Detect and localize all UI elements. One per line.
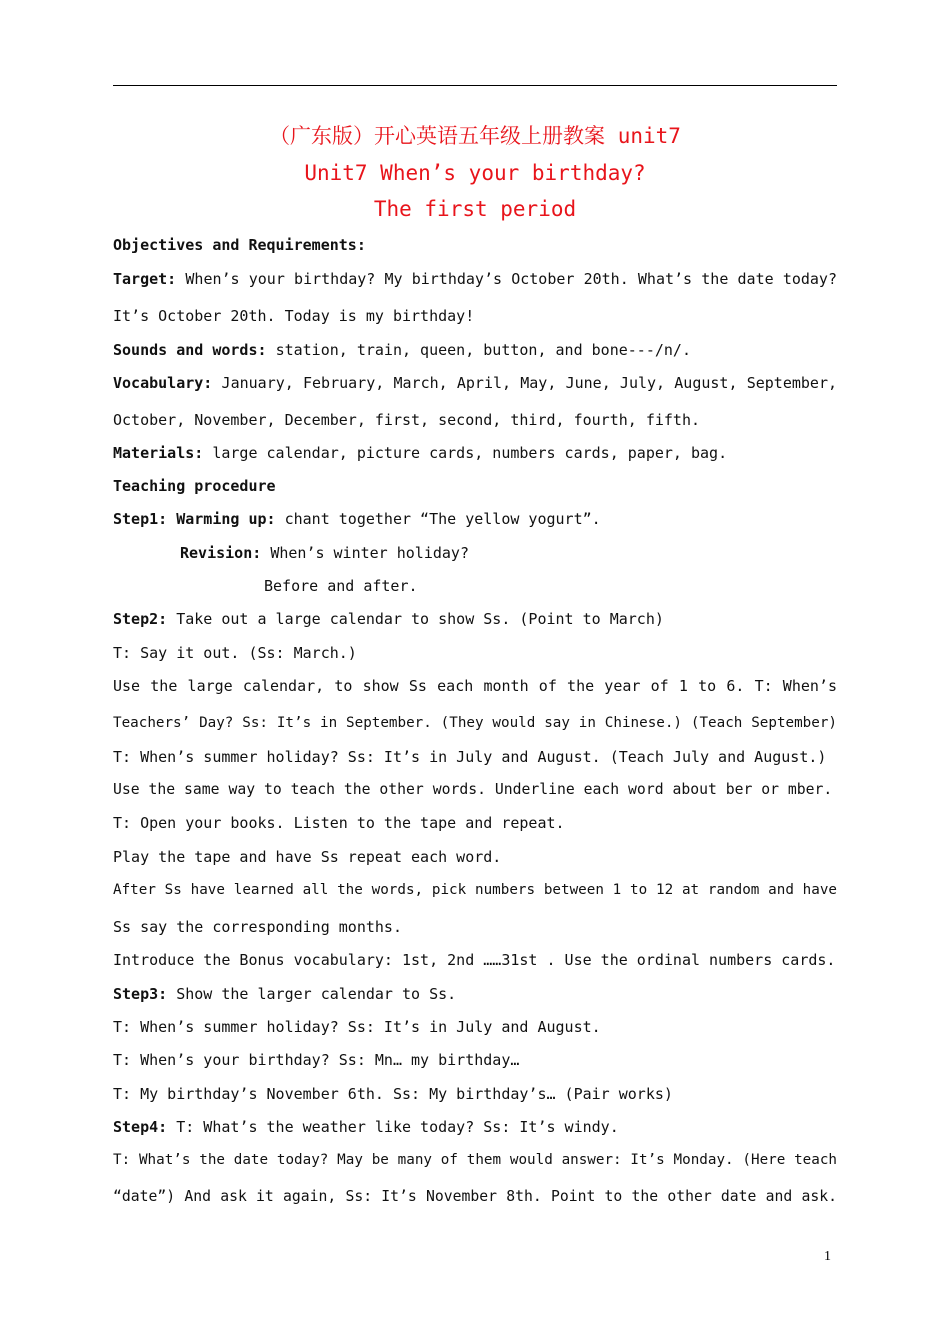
- step3-label: Step3:: [113, 985, 168, 1003]
- sounds-label: Sounds and words:: [113, 341, 267, 359]
- vocab-line-1: [113, 373, 837, 393]
- calendar-line-2: Teachers’ Day? Ss: It’s in September. (They would say in Chinese.) (Teach September): [113, 715, 837, 731]
- unit-title: Unit7 When’s your birthday?: [304, 161, 646, 185]
- step4-text: T: What’s the weather like today? Ss: It’s windy.: [176, 1118, 619, 1136]
- calendar-line-1: Use the large calendar, to show Ss each month of the year of 1 to 6. T: When’s: [113, 677, 837, 695]
- materials-label: Materials:: [113, 444, 204, 462]
- step2-line: [113, 609, 837, 629]
- step1-line: [113, 509, 837, 529]
- target-line-1: [113, 269, 837, 289]
- document-title: （广东版）开心英语五年级上册教案 unit7: [269, 124, 681, 148]
- same-way-line: Use the same way to teach the other words. Underline each word about ber or mber.: [113, 781, 833, 798]
- revision-text: When’s winter holiday?: [270, 544, 469, 562]
- play-tape-line: Play the tape and have Ss repeat each word.: [113, 848, 502, 866]
- step1-text: chant together “The yellow yogurt”.: [284, 510, 601, 528]
- vocab-line-2: October, November, December, first, second, third, fourth, fifth.: [113, 411, 700, 429]
- revision-line: [180, 543, 837, 563]
- step3-dialog-2: T: When’s your birthday? Ss: Mn… my birthday…: [113, 1051, 520, 1069]
- revision-label: Revision:: [180, 544, 262, 562]
- open-books-line: T: Open your books. Listen to the tape and repeat.: [113, 814, 565, 832]
- target-label: Target:: [113, 270, 177, 288]
- step4-label: Step4:: [113, 1118, 168, 1136]
- sounds-line: [113, 340, 837, 360]
- target-text: When’s your birthday? My birthday’s October 20th. What’s the date today?: [185, 270, 837, 288]
- step4-line: [113, 1117, 837, 1137]
- step3-text: Show the larger calendar to Ss.: [176, 985, 457, 1003]
- target-line-2: It’s October 20th. Today is my birthday!: [113, 307, 475, 325]
- header-rule: [113, 85, 837, 86]
- period-title: The first period: [373, 197, 577, 221]
- vocab-text: January, February, March, April, May, June, July, August, September,: [221, 374, 837, 392]
- step4-dialog-1: T: What’s the date today? May be many of them would answer: It’s Monday. (Here teach: [113, 1152, 837, 1168]
- step1-label: Step1: Warming up:: [113, 510, 276, 528]
- after-line-2: Ss say the corresponding months.: [113, 918, 402, 936]
- after-line-1: After Ss have learned all the words, pick numbers between 1 to 12 at random and have: [113, 882, 837, 898]
- step2-label: Step2:: [113, 610, 168, 628]
- vocab-label: Vocabulary:: [113, 374, 213, 392]
- revision-line-2: Before and after.: [264, 577, 418, 595]
- procedure-heading: Teaching procedure: [113, 477, 276, 495]
- objectives-heading: Objectives and Requirements:: [113, 236, 366, 254]
- step3-line: [113, 984, 837, 1004]
- step2-text: Take out a large calendar to show Ss. (Point to March): [176, 610, 664, 628]
- summer-line: T: When’s summer holiday? Ss: It’s in July and August. (Teach July and August.): [113, 748, 827, 766]
- sounds-text: station, train, queen, button, and bone---/n/.: [275, 341, 691, 359]
- materials-text: large calendar, picture cards, numbers cards, paper, bag.: [212, 444, 728, 462]
- bonus-line: Introduce the Bonus vocabulary: 1st, 2nd ……31st . Use the ordinal numbers cards.: [113, 951, 836, 969]
- step3-dialog-1: T: When’s summer holiday? Ss: It’s in July and August.: [113, 1018, 601, 1036]
- materials-line: [113, 443, 837, 463]
- page-number: 1: [824, 1249, 831, 1264]
- say-line: T: Say it out. (Ss: March.): [113, 644, 357, 662]
- step4-dialog-2: “date”) And ask it again, Ss: It’s November 8th. Point to the other date and ask.: [113, 1188, 837, 1205]
- step3-dialog-3: T: My birthday’s November 6th. Ss: My birthday’s… (Pair works): [113, 1085, 673, 1103]
